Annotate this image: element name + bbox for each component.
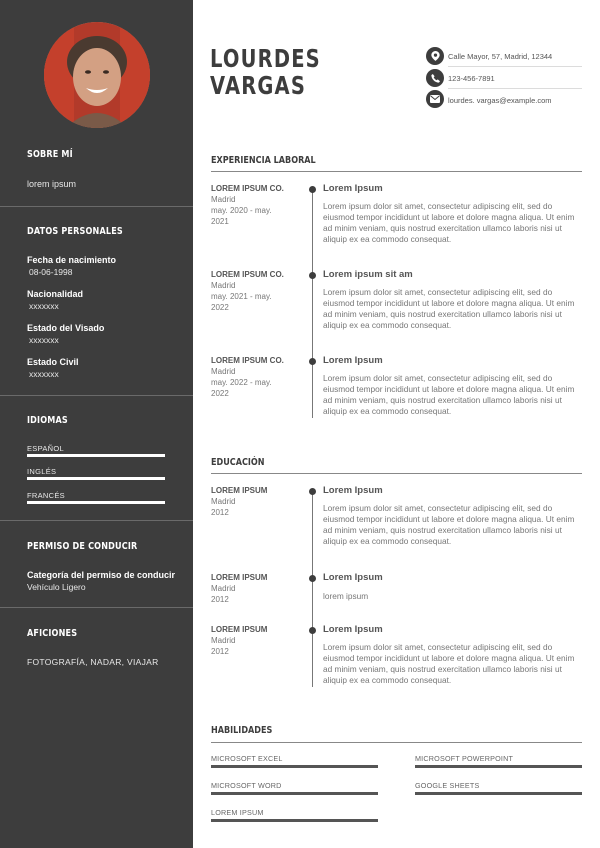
entry-city: Madrid [211, 636, 236, 645]
skill-name: MICROSOFT POWERPOINT [415, 754, 514, 763]
language-name: ESPAÑOL [27, 444, 64, 453]
license-label: Categoría del permiso de conducir [27, 570, 176, 580]
entry-city: Madrid [211, 195, 236, 204]
entry-org: LOREM IPSUM [211, 625, 268, 634]
phone-text[interactable]: 123-456-7891 [448, 74, 495, 83]
skill-level-bar [211, 819, 378, 822]
contact-divider [448, 66, 582, 67]
entry-dates: may. 2022 - may. 2022 [211, 378, 272, 398]
entry-desc: Lorem ipsum dolor sit amet, consectetur adipiscing elit, sed do eiusmod tempor incididunt ut labore et dolore magna aliqua. Ut enim ad minim veniam, quis nostrud exercitation ullamco laboris nisi ut aliquip ex ea commodo consequat. [323, 201, 575, 244]
timeline-dot [309, 272, 316, 279]
personal-label: Nacionalidad [27, 289, 84, 299]
entry-desc: lorem ipsum [323, 591, 369, 601]
timeline-dot [309, 627, 316, 634]
entry-city: Madrid [211, 281, 236, 290]
profile-photo-image [44, 22, 150, 128]
timeline-dot [309, 575, 316, 582]
skills-title: HABILIDADES [211, 725, 273, 736]
sidebar-divider [0, 520, 193, 521]
sidebar-divider [0, 206, 193, 207]
email-icon [426, 90, 444, 108]
profile-photo [44, 22, 150, 128]
entry-title: Lorem Ipsum [323, 624, 383, 635]
section-divider [211, 171, 582, 172]
timeline-dot [309, 186, 316, 193]
entry-dates: 2012 [211, 647, 229, 656]
section-divider [211, 473, 582, 474]
skill-name: GOOGLE SHEETS [415, 781, 480, 790]
personal-value: xxxxxxx [29, 335, 59, 345]
entry-desc: Lorem ipsum dolor sit amet, consectetur adipiscing elit, sed do eiusmod tempor incididunt ut labore et dolore magna aliqua. Ut enim ad minim veniam, quis nostrud exercitation ullamco laboris nisi ut aliquip ex ea commodo consequat. [323, 503, 575, 546]
entry-org: LOREM IPSUM CO. [211, 356, 284, 365]
personal-label: Estado del Visado [27, 323, 105, 333]
about-text: lorem ipsum [27, 179, 77, 189]
hobbies-title: AFICIONES [27, 628, 78, 639]
entry-city: Madrid [211, 367, 236, 376]
entry-dates: may. 2020 - may. 2021 [211, 206, 272, 226]
entry-dates: may. 2021 - may. 2022 [211, 292, 272, 312]
entry-desc: Lorem ipsum dolor sit amet, consectetur adipiscing elit, sed do eiusmod tempor incididunt ut labore et dolore magna aliqua. Ut enim ad minim veniam, quis nostrud exercitation ullamco laboris nisi ut aliquip ex ea commodo consequat. [323, 287, 575, 330]
email-text[interactable]: lourdes. vargas@example.com [448, 96, 552, 105]
entry-title: Lorem Ipsum [323, 355, 383, 366]
skill-name: MICROSOFT EXCEL [211, 754, 283, 763]
entry-title: Lorem Ipsum [323, 183, 383, 194]
language-name: INGLÉS [27, 467, 57, 476]
entry-desc: Lorem ipsum dolor sit amet, consectetur adipiscing elit, sed do eiusmod tempor incididunt ut labore et dolore magna aliqua. Ut enim ad minim veniam, quis nostrud exercitation ullamco laboris nisi ut aliquip ex ea commodo consequat. [323, 373, 575, 416]
skill-level-bar [211, 765, 378, 768]
language-name: FRANCÉS [27, 491, 65, 500]
license-title: PERMISO DE CONDUCIR [27, 541, 138, 552]
experience-timeline [312, 189, 313, 418]
personal-title: DATOS PERSONALES [27, 226, 123, 237]
entry-title: Lorem Ipsum [323, 572, 383, 583]
address-text: Calle Mayor, 57, Madrid, 12344 [448, 52, 553, 61]
last-name: VARGAS [210, 71, 307, 100]
language-level-bar [27, 477, 165, 480]
sidebar-divider [0, 395, 193, 396]
entry-org: LOREM IPSUM [211, 573, 268, 582]
hobbies-text: FOTOGRAFÍA, NADAR, VIAJAR [27, 657, 159, 667]
skill-level-bar [415, 792, 582, 795]
personal-value: xxxxxxx [29, 369, 59, 379]
sidebar [0, 0, 193, 848]
entry-dates: 2012 [211, 508, 229, 517]
phone-icon [426, 69, 444, 87]
sidebar-divider [0, 607, 193, 608]
education-timeline [312, 491, 313, 687]
entry-city: Madrid [211, 497, 236, 506]
skill-level-bar [211, 792, 378, 795]
personal-value: 08-06-1998 [29, 267, 73, 277]
about-title: SOBRE MÍ [27, 149, 73, 160]
location-icon [426, 47, 444, 65]
entry-org: LOREM IPSUM CO. [211, 184, 284, 193]
entry-city: Madrid [211, 584, 236, 593]
personal-value: xxxxxxx [29, 301, 59, 311]
entry-desc: Lorem ipsum dolor sit amet, consectetur adipiscing elit, sed do eiusmod tempor incididunt ut labore et dolore magna aliqua. Ut enim ad minim veniam, quis nostrud exercitation ullamco laboris nisi ut aliquip ex ea commodo consequat. [323, 642, 575, 685]
languages-title: IDIOMAS [27, 415, 68, 426]
experience-title: EXPERIENCIA LABORAL [211, 155, 316, 166]
entry-title: Lorem ipsum sit am [323, 269, 413, 280]
personal-label: Fecha de nacimiento [27, 255, 117, 265]
contact-divider [448, 88, 582, 89]
timeline-dot [309, 358, 316, 365]
license-value: Vehículo Ligero [27, 582, 86, 592]
skill-name: LOREM IPSUM [211, 808, 264, 817]
personal-label: Estado Civil [27, 357, 79, 367]
skill-name: MICROSOFT WORD [211, 781, 282, 790]
skill-level-bar [415, 765, 582, 768]
entry-org: LOREM IPSUM CO. [211, 270, 284, 279]
education-title: EDUCACIÓN [211, 457, 265, 468]
entry-title: Lorem Ipsum [323, 485, 383, 496]
language-level-bar [27, 454, 165, 457]
entry-dates: 2012 [211, 595, 229, 604]
language-level-bar [27, 501, 165, 504]
timeline-dot [309, 488, 316, 495]
entry-org: LOREM IPSUM [211, 486, 268, 495]
first-name: LOURDES [210, 44, 321, 73]
section-divider [211, 742, 582, 743]
